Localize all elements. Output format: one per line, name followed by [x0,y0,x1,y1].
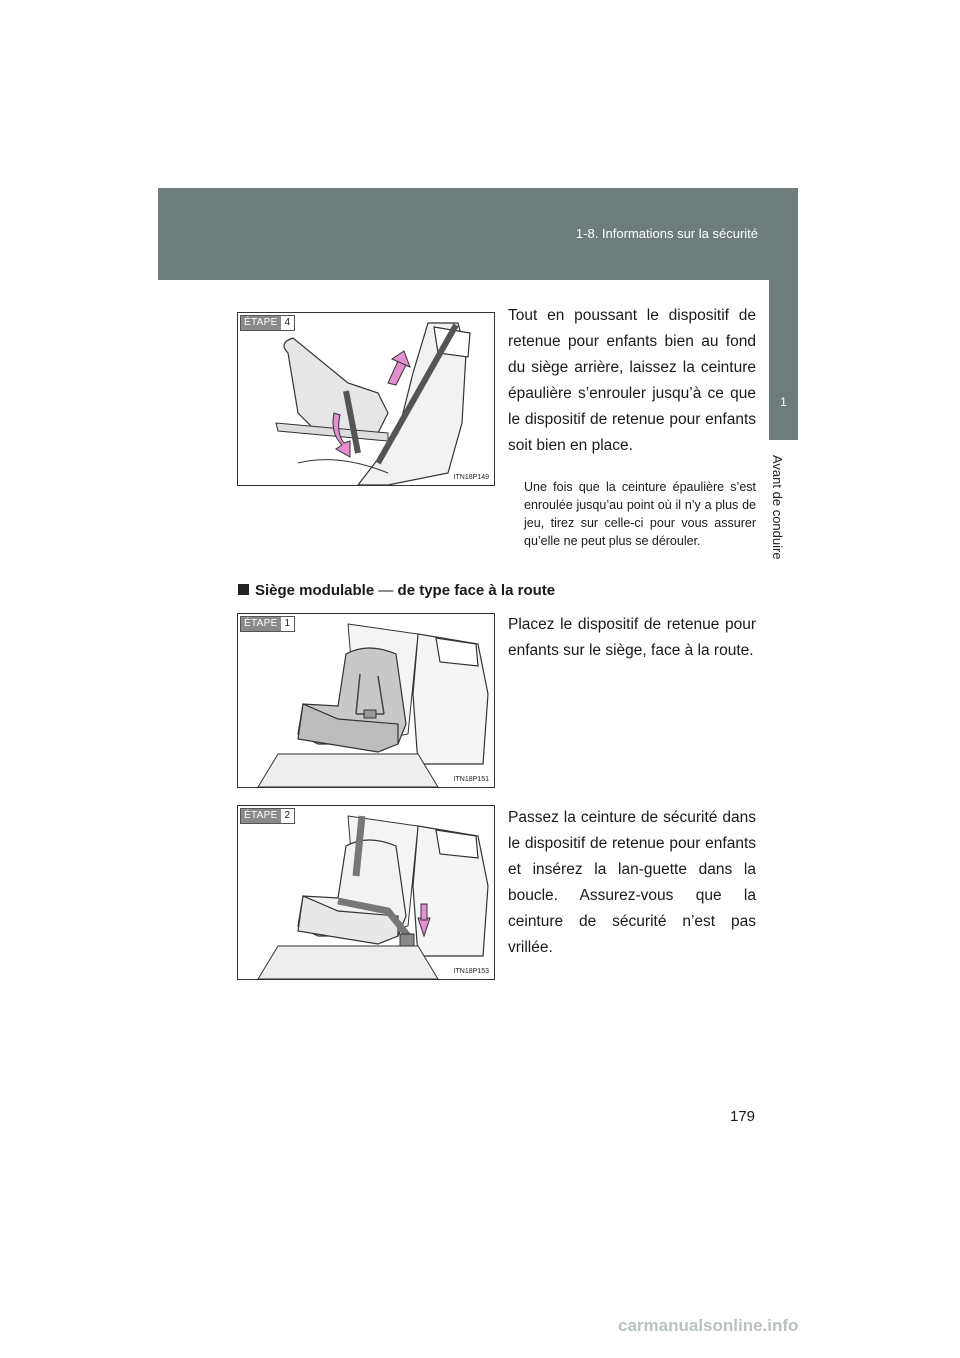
chapter-title: Avant de conduire [770,455,785,560]
figure-code: ITN18P151 [453,776,489,783]
page-number: 179 [730,1108,756,1125]
step-badge [240,315,295,331]
figure-step-2 [237,805,495,980]
section-title: 1-8. Informations sur la sécurité [575,226,758,241]
chapter-tab [769,280,798,440]
step-4-text: Tout en poussant le dispositif de retenue pour enfants bien au fond du siège arrière, laissez la ceinture épaulière s’enrouler jusqu’à ce que le dispositif de retenue pour enfants soit bien en place. [508,307,756,454]
square-bullet-icon [238,584,249,595]
section-title-part2: de type face à la route [397,582,556,599]
step-4-note: Une fois que la ceinture épaulière s’est enroulée jusqu’au point où il n’y a plus de jeu, tirez sur celle-ci pour vous assurer qu’elle ne peut plus se dérouler. [524,480,756,548]
step-1-text: Placez le dispositif de retenue pour enfants sur le siège, face à la route. [508,616,756,659]
figure-step-4 [237,312,495,486]
watermark: carmanualsonline.info [618,1316,799,1335]
section-separator: — [378,582,394,599]
step-badge [240,808,295,824]
figure-step-1 [237,613,495,788]
figure-code: ITN18P149 [453,474,489,481]
figure-code: ITN18P153 [453,968,489,975]
step-number: 2 [281,809,295,823]
step-badge [240,616,295,632]
section-heading [238,582,555,599]
chapter-number: 1 [780,395,787,409]
step-number: 4 [281,316,295,330]
step-2-text: Passez la ceinture de sécurité dans le dispositif de retenue pour enfants et insérez la lan-guette dans la boucle. Assurez-vous que la ceinture de sécurité n’est pas vrillée. [508,809,756,956]
step-label: ÉTAPE [241,316,281,330]
header-band [158,188,798,280]
infant-seat-illustration [238,313,494,485]
booster-seat-belt-illustration [238,806,494,979]
step-number: 1 [281,617,295,631]
step-label: ÉTAPE [241,617,281,631]
step-label: ÉTAPE [241,809,281,823]
booster-seat-illustration [238,614,494,787]
section-title-part1: Siège modulable [255,582,375,599]
